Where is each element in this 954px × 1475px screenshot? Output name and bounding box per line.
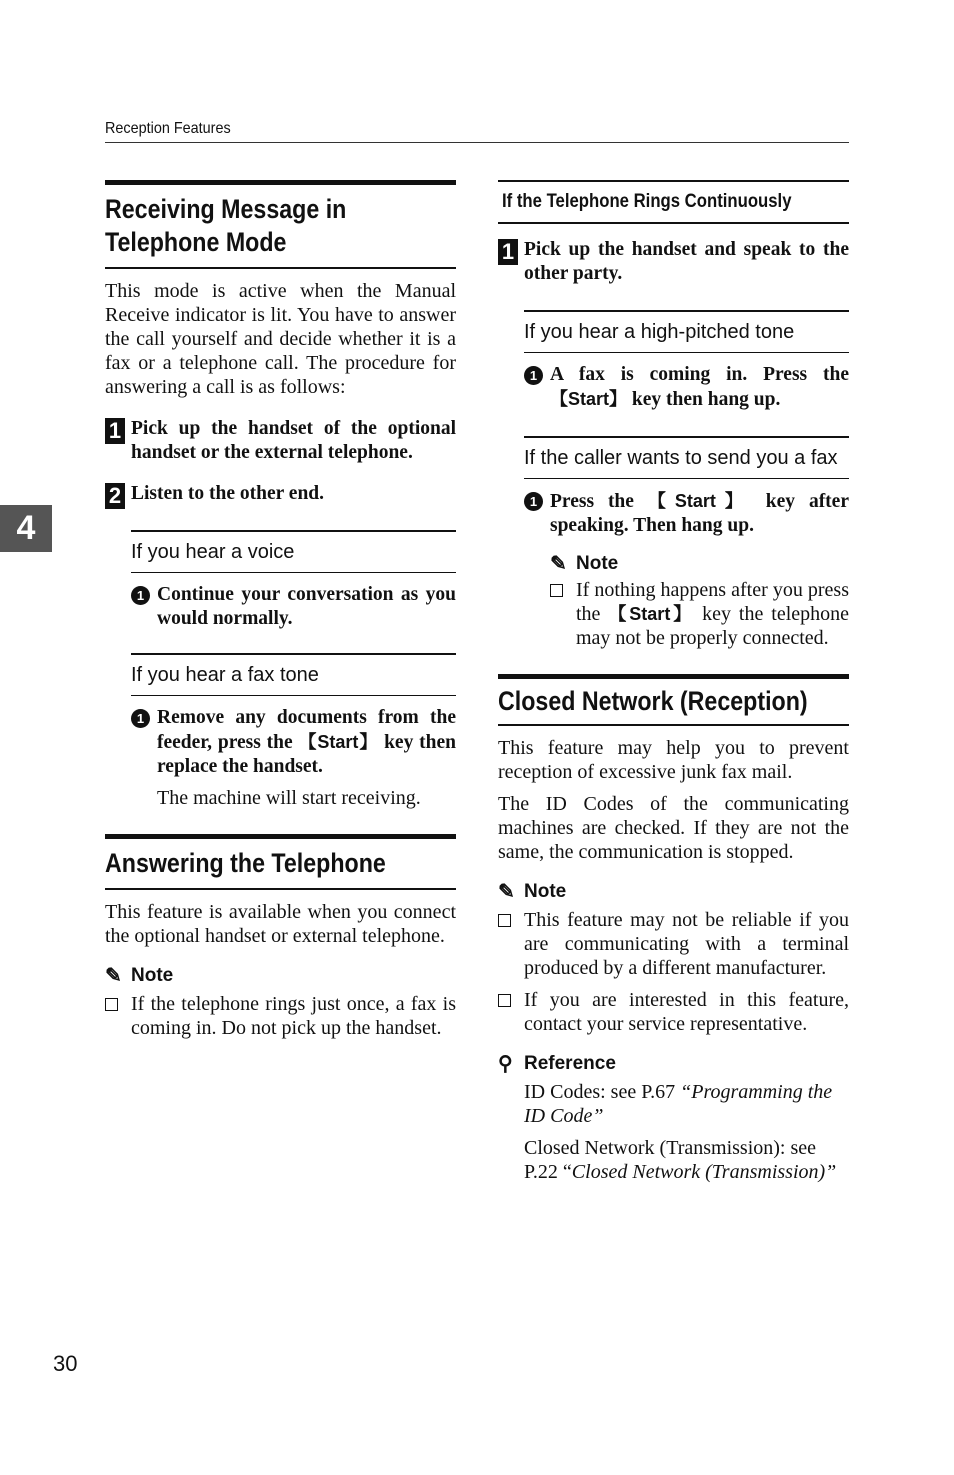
closed-paragraph-2: The ID Codes of the communicating machines are checked. If they are not the same, the communication is stopped. (498, 793, 849, 863)
note-item: If the telephone rings just once, a fax is coming in. Do not pick up the handset. (105, 992, 456, 1040)
checkbox-icon (498, 914, 511, 927)
note-item: This feature may not be reliable if you are communicating with a terminal produced by a different manufacturer. (498, 908, 849, 980)
checkbox-icon (550, 584, 563, 597)
reference-1: ID Codes: see P.67 “Programming the ID Code” (524, 1081, 833, 1127)
start-key-label: 【Start】 (298, 732, 379, 752)
section-title: Reception Features (105, 120, 231, 137)
pencil-icon: ✎ (498, 881, 515, 903)
reference-heading: ⚲ Reference (498, 1053, 616, 1075)
closed-paragraph-1: This feature may help you to prevent reception of excessive junk fax mail. (498, 737, 849, 783)
intro-paragraph: This mode is active when the Manual Receive indicator is lit. You have to answer the call yourself and decide whether it is a fax or a telephone call. The procedure for answering a call is as follows: (105, 280, 456, 398)
step-2: 2 Listen to the other end. (105, 482, 456, 506)
running-header (105, 120, 849, 143)
subheading-fax-tone: If you hear a fax tone (131, 653, 456, 696)
section-heading-answering: Answering the Telephone (105, 834, 456, 890)
checkbox-icon (498, 994, 511, 1007)
magnifier-icon: ⚲ (498, 1053, 513, 1075)
left-column (105, 180, 456, 1040)
subsection-heading-rings: If the Telephone Rings Continuously (498, 180, 849, 224)
step-number-icon: 1 (105, 418, 125, 444)
start-key-label: 【Start】 (647, 491, 752, 511)
subheading-voice: If you hear a voice (131, 530, 456, 573)
step-1: 1 Pick up the handset of the optional handset or the external telephone. (105, 417, 456, 465)
note-item: If nothing happens after you press the 【Start】 key the telephone may not be properly connected. (550, 578, 849, 650)
checkbox-icon (105, 998, 118, 1011)
step-number-icon: 2 (105, 483, 125, 509)
fax-follow-text: The machine will start receiving. (157, 787, 421, 809)
right-column (498, 180, 849, 1184)
right-step-1: 1 Pick up the handset and speak to the other party. (498, 238, 849, 286)
section-heading-receiving: Receiving Message in Telephone Mode (105, 180, 456, 269)
note-heading: ✎ Note (498, 881, 567, 903)
start-key-label: 【Start】 (608, 604, 695, 624)
page-number: 30 (53, 1351, 78, 1376)
pencil-icon: ✎ (550, 553, 567, 575)
section-heading-closed-network: Closed Network (Reception) (498, 674, 849, 726)
reference-2: Closed Network (Transmission): see P.22 “Closed Network (Transmission)” (524, 1137, 837, 1183)
bullet-number-icon: 1 (524, 492, 543, 511)
high-pitched-instruction: 1 A fax is coming in. Press the 【Start】 key then hang up. (524, 363, 849, 412)
start-key-label: 【Start】 (550, 389, 628, 409)
fax-instruction: 1 Remove any documents from the feeder, press the 【Start】 key then replace the handset. (131, 706, 456, 779)
bullet-number-icon: 1 (131, 709, 150, 728)
pencil-icon: ✎ (105, 965, 122, 987)
answer-paragraph: This feature is available when you connect the optional handset or external telephone. (105, 901, 456, 947)
bullet-number-icon: 1 (524, 366, 543, 385)
subheading-caller-fax: If the caller wants to send you a fax (524, 436, 849, 479)
chapter-tab: 4 (0, 505, 52, 552)
subheading-high-pitched: If you hear a high-pitched tone (524, 310, 849, 353)
note-heading: ✎ Note (105, 965, 174, 987)
note-item: If you are interested in this feature, contact your service representative. (498, 988, 849, 1036)
bullet-number-icon: 1 (131, 586, 150, 605)
caller-instruction: 1 Press the 【Start】 key after speaking. Then hang up. (524, 489, 849, 538)
note-heading: ✎ Note (550, 553, 619, 575)
voice-instruction: 1 Continue your conversation as you would normally. (131, 583, 456, 631)
step-number-icon: 1 (498, 239, 518, 265)
